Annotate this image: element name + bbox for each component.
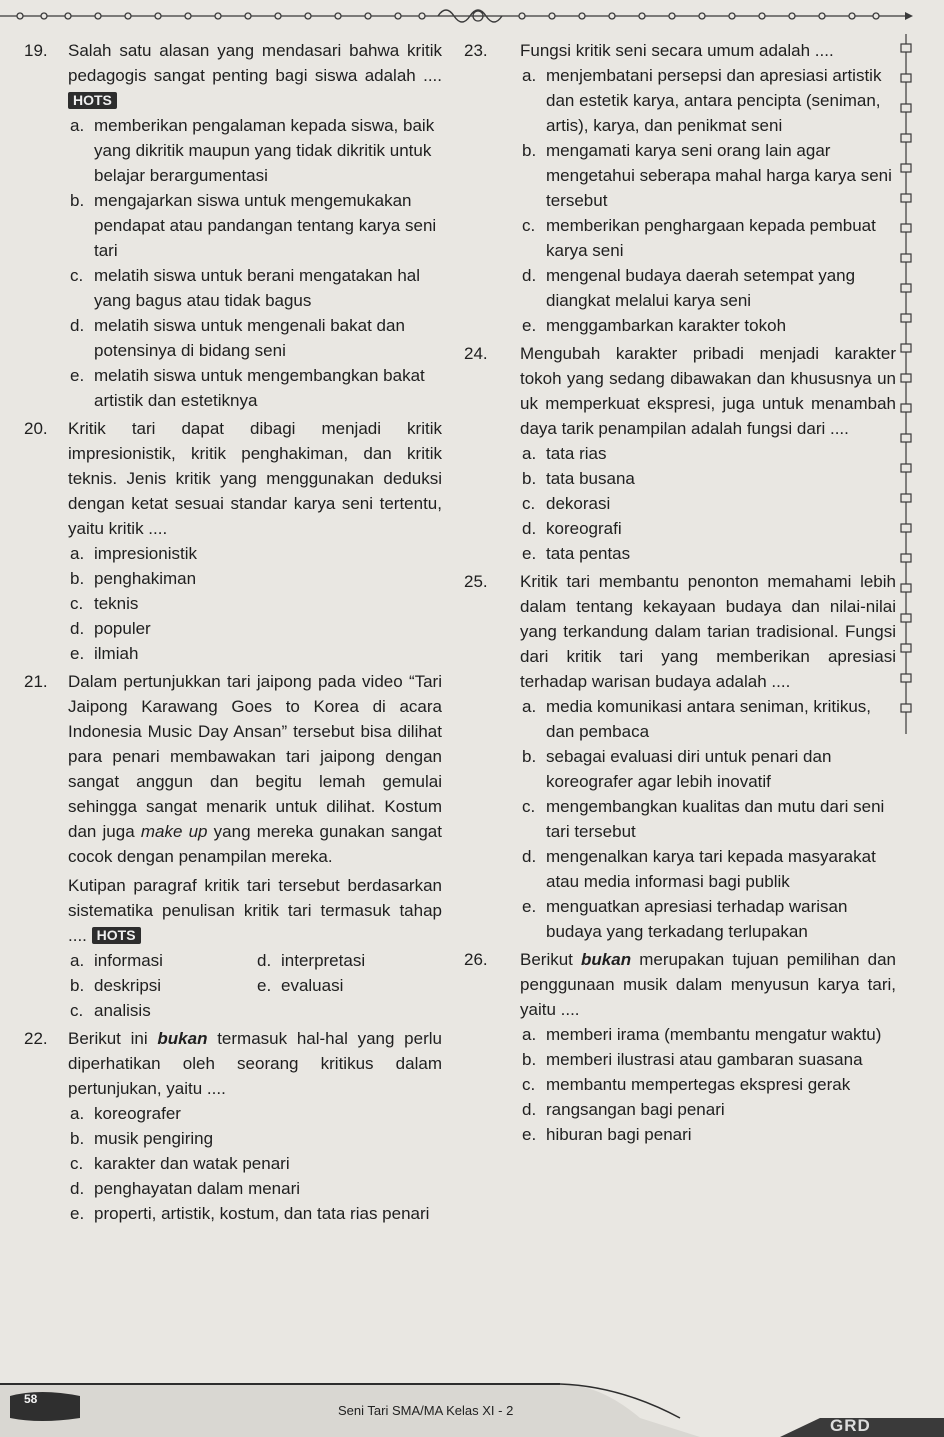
option-b[interactable]: b. mengamati karya seni orang lain agar mengetahui seberapa mahal harga karya seni tersebut (522, 141, 892, 210)
question-number: 25. (464, 572, 488, 591)
question-number: 21. (24, 672, 48, 691)
question-23 (460, 38, 896, 338)
question-text: Mengubah karakter pribadi menjadi karakter tokoh yang sedang dibawakan dan khususnya un uk memperkuat ekspresi, juga untuk menambah daya tarik penampilan adalah fungsi dari .... (520, 344, 896, 438)
option-a[interactable]: a. koreografer (70, 1104, 181, 1123)
option-a[interactable]: a. tata rias (522, 444, 607, 463)
option-d[interactable]: d. penghayatan dalam menari (70, 1179, 301, 1198)
question-number: 22. (24, 1029, 48, 1048)
options-grid (68, 948, 442, 1023)
option-e[interactable]: e. properti, artistik, kostum, dan tata rias penari (70, 1204, 430, 1223)
option-c[interactable]: c. teknis (70, 594, 139, 613)
option-b[interactable]: b. sebagai evaluasi diri untuk penari dan koreografer agar lebih inovatif (522, 747, 832, 791)
top-ornament-border (0, 0, 944, 34)
page-number: 58 (24, 1392, 38, 1406)
option-a[interactable]: a. impresionistik (70, 544, 197, 563)
question-prompt: Kutipan paragraf kritik tari tersebut berdasarkan sistematika penulisan kritik tari termasuk tahap .... HOTS (68, 876, 442, 945)
publisher-logo: GRD (830, 1416, 871, 1435)
question-text: Fungsi kritik seni secara umum adalah .... (520, 41, 834, 60)
question-text: Berikut ini bukan termasuk hal-hal yang perlu diperhatikan oleh seorang kritikus dalam pertunjukan, yaitu .... (68, 1029, 442, 1098)
question-19 (10, 38, 442, 413)
option-e[interactable]: e. tata pentas (522, 544, 631, 563)
option-b[interactable]: b. penghakiman (70, 569, 197, 588)
hots-badge: HOTS (92, 927, 141, 944)
question-20 (10, 416, 442, 666)
option-c[interactable]: c. analisis (70, 1001, 151, 1020)
option-b[interactable]: b. memberi ilustrasi atau gambaran suasana (522, 1050, 863, 1069)
option-a[interactable]: a. informasi (70, 951, 163, 970)
option-d[interactable]: d. koreografi (522, 519, 622, 538)
option-d[interactable]: d. rangsangan bagi penari (522, 1100, 725, 1119)
option-d[interactable]: d. melatih siswa untuk mengenali bakat dan potensinya di bidang seni (70, 316, 405, 360)
question-text: Kritik tari membantu penonton memahami lebih dalam tentang kekayaan budaya dan nilai-nilai yang terkandung dalam tarian tradisional. Fungsi dari kritik tari yang memberikan apresiasi terhadap warisan budaya adalah .... (520, 572, 896, 691)
option-e[interactable]: e. menggambarkan karakter tokoh (522, 316, 787, 335)
option-a[interactable]: a. memberikan pengalaman kepada siswa, baik yang dikritik maupun yang tidak dikritik untuk belajar berargumentasi (70, 116, 435, 185)
option-a[interactable]: a. menjembatani persepsi dan apresiasi artistik dan estetik karya, antara pencipta (seniman, artis), karya, dan penikmat seni (522, 66, 882, 135)
question-number: 23. (464, 41, 488, 60)
option-d[interactable]: d. mengenal budaya daerah setempat yang diangkat melalui karya seni (522, 266, 856, 310)
question-number: 26. (464, 950, 488, 969)
option-c[interactable]: c. membantu mempertegas ekspresi gerak (522, 1075, 851, 1094)
question-21 (10, 669, 442, 1023)
option-e[interactable]: e. ilmiah (70, 644, 139, 663)
option-e[interactable]: e. melatih siswa untuk mengembangkan bakat artistik dan estetiknya (70, 366, 425, 410)
footer-book-title: Seni Tari SMA/MA Kelas XI - 2 (338, 1403, 514, 1418)
option-b[interactable]: b. deskripsi (70, 976, 162, 995)
question-25 (460, 569, 896, 944)
question-text: Dalam pertunjukkan tari jaipong pada video “Tari Jaipong Karawang Goes to Korea di acara Indonesia Music Day Ansan” tersebut bisa dilihat para penari membawakan tari jaipong dengan sangat anggun dan begitu lemah gemulai sehingga sangat menarik untuk dilihat. Kostum dan juga make up yang mereka gunakan sangat cocok dengan penampilan mereka. (68, 672, 442, 866)
option-b[interactable]: b. tata busana (522, 469, 635, 488)
question-26 (460, 947, 896, 1147)
option-c[interactable]: c. dekorasi (522, 494, 611, 513)
option-b[interactable]: b. mengajarkan siswa untuk mengemukakan pendapat atau pandangan tentang karya seni tari (70, 191, 437, 260)
option-c[interactable]: c. melatih siswa untuk berani mengatakan hal yang bagus atau tidak bagus (70, 266, 421, 310)
question-22 (10, 1026, 442, 1226)
right-ornament-border (897, 34, 915, 1374)
question-text: Berikut bukan merupakan tujuan pemilihan dan penggunaan musik dalam menyusun karya tari, yaitu .... (520, 950, 896, 1019)
option-d[interactable]: d. mengenalkan karya tari kepada masyarakat atau media informasi bagi publik (522, 847, 876, 891)
left-column (10, 38, 442, 1229)
option-d[interactable]: d. interpretasi (257, 951, 366, 970)
option-e[interactable]: e. evaluasi (257, 976, 344, 995)
hots-badge: HOTS (68, 92, 117, 109)
option-e[interactable]: e. hiburan bagi penari (522, 1125, 692, 1144)
option-c[interactable]: c. karakter dan watak penari (70, 1154, 290, 1173)
option-b[interactable]: b. musik pengiring (70, 1129, 214, 1148)
question-number: 20. (24, 419, 48, 438)
option-e[interactable]: e. menguatkan apresiasi terhadap warisan budaya yang terkadang terlupakan (522, 897, 848, 941)
option-c[interactable]: c. memberikan penghargaan kepada pembuat karya seni (522, 216, 876, 260)
option-d[interactable]: d. populer (70, 619, 151, 638)
option-a[interactable]: a. memberi irama (membantu mengatur waktu) (522, 1025, 882, 1044)
question-text: Kritik tari dapat dibagi menjadi kritik impresionistik, kritik penghakiman, dan kritik teknis. Jenis kritik yang menggunakan deduksi dengan ketat sesuai standar karya seni tertentu, yaitu kritik .... (68, 419, 442, 538)
question-24 (460, 341, 896, 566)
question-text: Salah satu alasan yang mendasari bahwa kritik pedagogis sangat penting bagi siswa adalah .... HOTS (68, 41, 442, 108)
question-number: 19. (24, 41, 48, 60)
option-a[interactable]: a. media komunikasi antara seniman, kritikus, dan pembaca (522, 697, 872, 741)
question-number: 24. (464, 344, 488, 363)
right-column (460, 38, 896, 1150)
option-c[interactable]: c. mengembangkan kualitas dan mutu dari seni tari tersebut (522, 797, 885, 841)
